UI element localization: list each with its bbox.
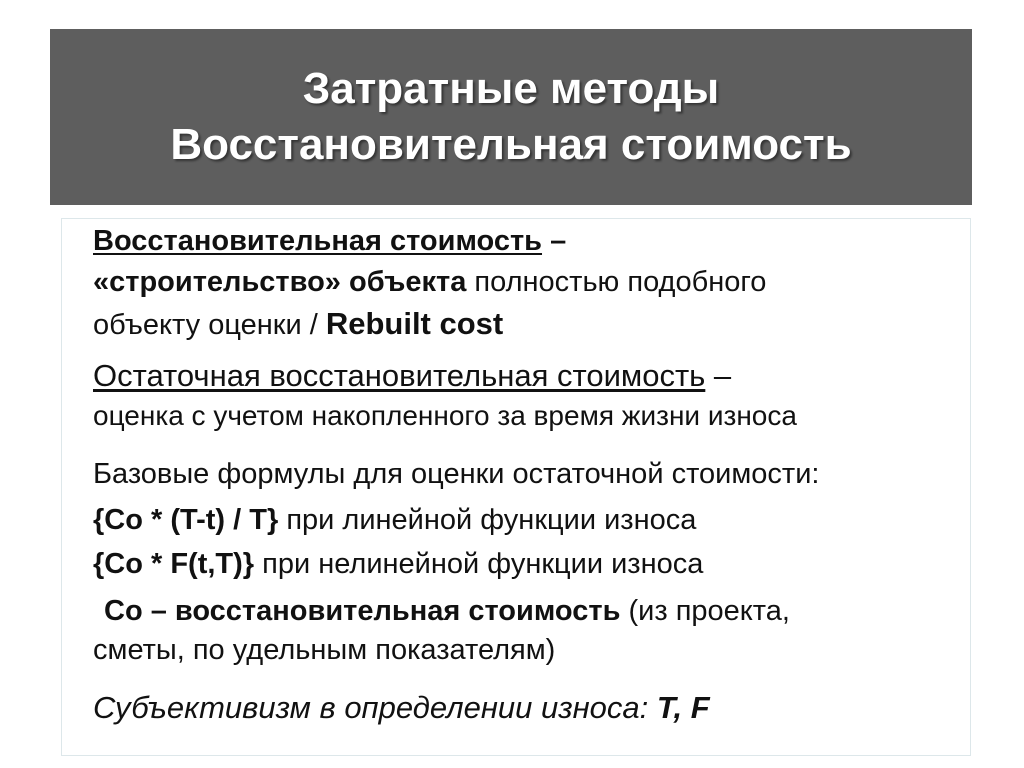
- definition-residual-line-2: оценка с учетом накопленного за время жизни износа: [93, 400, 797, 431]
- formula-nonlinear-expr: {Co * F(t,T)}: [93, 548, 255, 580]
- definition-text-2: объекту оценки /: [93, 309, 326, 341]
- construction-phrase: «строительство» объекта: [93, 266, 467, 298]
- slide-title-line-1: Затратные методы: [302, 64, 720, 113]
- formula-linear: [93, 504, 696, 537]
- definition-rebuild-line-3: [93, 306, 503, 342]
- formula-linear-desc: при линейной функции износа: [278, 504, 697, 536]
- co-definition-term: Co – восстановительная стоимость: [104, 595, 621, 627]
- definition-rebuild-line-2: [93, 266, 766, 299]
- term-dash-2: –: [705, 358, 732, 393]
- definition-rebuild-line-1: [93, 225, 566, 258]
- co-definition-source: (из проекта,: [620, 595, 790, 627]
- term-dash: –: [542, 225, 567, 257]
- definition-text: полностью подобного: [466, 266, 767, 298]
- co-definition-line-1: [104, 595, 790, 628]
- definition-residual-line-1: [93, 358, 731, 394]
- term-rebuild-cost: Восстановительная стоимость: [93, 225, 543, 257]
- formulas-heading: Базовые формулы для оценки остаточной стоимости:: [93, 458, 820, 490]
- term-residual-cost: Остаточная восстановительная стоимость: [93, 358, 706, 393]
- slide-title-line-2: Восстановительная стоимость: [170, 120, 852, 169]
- subjectivity-note: [93, 690, 710, 726]
- title-bar: [50, 29, 972, 205]
- subjectivity-text: Субъективизм в определении износа:: [93, 690, 657, 725]
- co-definition-line-2: сметы, по удельным показателям): [93, 634, 556, 666]
- formula-linear-expr: {Co * (T-t) / T}: [93, 504, 279, 536]
- formula-nonlinear-desc: при нелинейной функции износа: [254, 548, 704, 580]
- english-term: Rebuilt cost: [325, 306, 504, 341]
- subjectivity-vars: T, F: [656, 690, 710, 725]
- formula-nonlinear: [93, 548, 703, 581]
